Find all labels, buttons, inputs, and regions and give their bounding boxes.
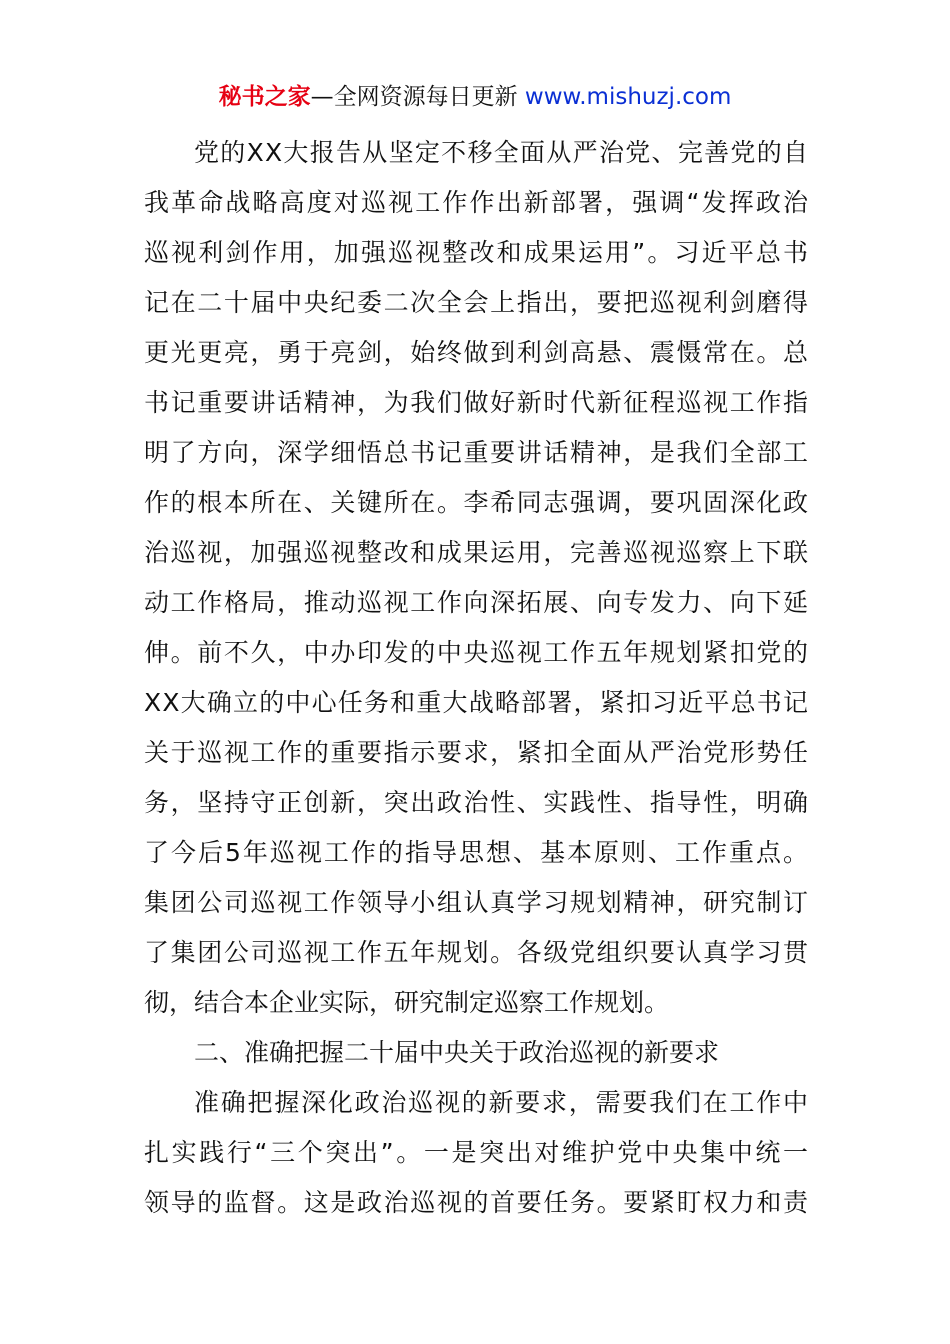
site-header (0, 80, 950, 114)
paragraph-line: 领导的监督。这是政治巡视的首要任务。要紧盯权力和责 (144, 1188, 810, 1217)
paragraph-line: 了集团公司巡视工作五年规划。各级党组织要认真学习贯 (144, 938, 810, 967)
paragraph-line: 了今后5年巡视工作的指导思想、基本原则、工作重点。 (144, 838, 810, 867)
paragraph-line: 作的根本所在、关键所在。李希同志强调，要巩固深化政 (144, 488, 810, 517)
paragraph-line: 更光更亮，勇于亮剑，始终做到利剑高悬、震慑常在。总 (144, 338, 810, 367)
paragraph-line: 治巡视，加强巡视整改和成果运用，完善巡视巡察上下联 (144, 538, 810, 567)
paragraph-line: 彻，结合本企业实际，研究制定巡察工作规划。 (144, 988, 670, 1017)
paragraph-line: XX大确立的中心任务和重大战略部署，紧扣习近平总书记 (144, 688, 810, 717)
paragraph-line: 党的XX大报告从坚定不移全面从严治党、完善党的自 (194, 138, 810, 167)
paragraph-line: 关于巡视工作的重要指示要求，紧扣全面从严治党形势任 (144, 738, 810, 767)
paragraph-line: 伸。前不久，中办印发的中央巡视工作五年规划紧扣党的 (144, 638, 810, 667)
paragraph-line: 务，坚持守正创新，突出政治性、实践性、指导性，明确 (144, 788, 810, 817)
paragraph-line: 动工作格局，推动巡视工作向深拓展、向专发力、向下延 (144, 588, 810, 617)
site-url-link[interactable]: www.mishuzj.com (524, 84, 732, 110)
site-tagline: —全网资源每日更新 (310, 84, 525, 110)
document-body (144, 128, 811, 1228)
paragraph-line: 巡视利剑作用，加强巡视整改和成果运用”。习近平总书 (144, 238, 811, 267)
paragraph-line: 我革命战略高度对巡视工作作出新部署，强调“发挥政治 (144, 188, 811, 217)
section-heading: 二、准确把握二十届中央关于政治巡视的新要求 (194, 1038, 720, 1067)
site-brand: 秘书之家 (218, 84, 311, 110)
paragraph-line: 扎实践行“三个突出”。一是突出对维护党中央集中统一 (144, 1138, 811, 1167)
paragraph-line: 明了方向，深学细悟总书记重要讲话精神，是我们全部工 (144, 438, 810, 467)
paragraph-line: 记在二十届中央纪委二次全会上指出，要把巡视利剑磨得 (144, 288, 810, 317)
paragraph-line: 书记重要讲话精神，为我们做好新时代新征程巡视工作指 (144, 388, 810, 417)
paragraph-line: 集团公司巡视工作领导小组认真学习规划精神，研究制订 (144, 888, 810, 917)
paragraph-line: 准确把握深化政治巡视的新要求，需要我们在工作中 (194, 1088, 810, 1117)
